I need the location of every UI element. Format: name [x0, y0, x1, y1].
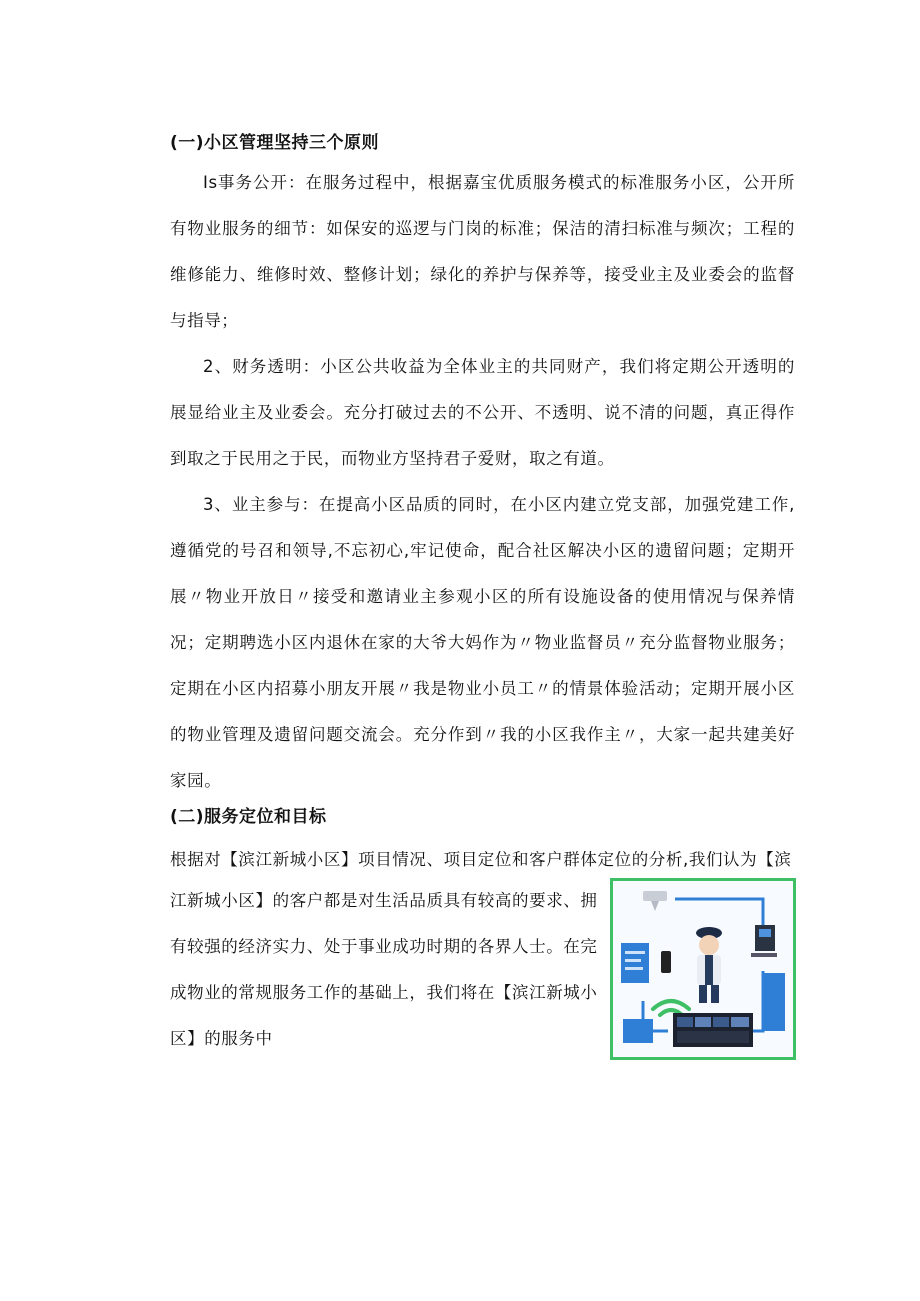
principle-3-paragraph: 3、业主参与：在提高小区品质的同时，在小区内建立党支部，加强党建工作,遵循党的号召和领导,不忘初心,牢记使命，配合社区解决小区的遗留问题；定期开展〃物业开放日〃接受和邀请业主参观小区的所有设施设备的使用情况与保养情况；定期聘选小区内退休在家的大爷大妈作为〃物业监督员〃充分监督物业服务；定期在小区内招募小朋友开展〃我是物业小员工〃的情景体验活动；定期开展小区的物业管理及遗留问题交流会。充分作到〃我的小区我作主〃，大家一起共建美好家园。 [170, 495, 795, 790]
computer-icon [751, 925, 777, 957]
security-guard-icon [696, 927, 722, 1003]
security-system-diagram-figure [610, 878, 796, 1060]
security-system-diagram-icon [613, 881, 793, 1057]
principle-1-paragraph: Is事务公开：在服务过程中，根据嘉宝优质服务模式的标准服务小区，公开所有物业服务的细节：如保安的巡逻与门岗的标准；保洁的清扫标准与频次；工程的维修能力、维修时效、整修计划；绿化的养护与保养等，接受业主及业委会的监督与指导； [170, 173, 795, 330]
control-panel-icon [623, 1019, 653, 1043]
server-panel-icon [763, 973, 785, 1031]
section-2-wrapped-text: 江新城小区】的客户都是对生活品质具有较高的要求、拥有较强的经济实力、处于事业成功时期的各界人士。在完成物业的常规服务工作的基础上，我们将在【滨江新城小区】的服务中 [170, 891, 598, 1048]
wifi-icon [653, 1001, 689, 1015]
phone-icon [661, 951, 671, 973]
section-2-heading: (二)服务定位和目标 [170, 807, 327, 827]
section-1-heading: (一)小区管理坚持三个原则 [170, 133, 380, 153]
section-2-first-line: 根据对【滨江新城小区】项目情况、项目定位和客户群体定位的分析,我们认为【滨 [170, 850, 792, 869]
monitor-wall-icon [673, 1013, 753, 1047]
camera-icon [643, 891, 667, 911]
principle-2-paragraph: 2、财务透明：小区公共收益为全体业主的共同财产，我们将定期公开透明的展显给业主及业委会。充分打破过去的不公开、不透明、说不清的问题，真正得作到取之于民用之于民，而物业方坚持君子爱财，取之有道。 [170, 357, 795, 468]
info-panel-icon [621, 943, 649, 983]
section-1-body [170, 160, 795, 804]
